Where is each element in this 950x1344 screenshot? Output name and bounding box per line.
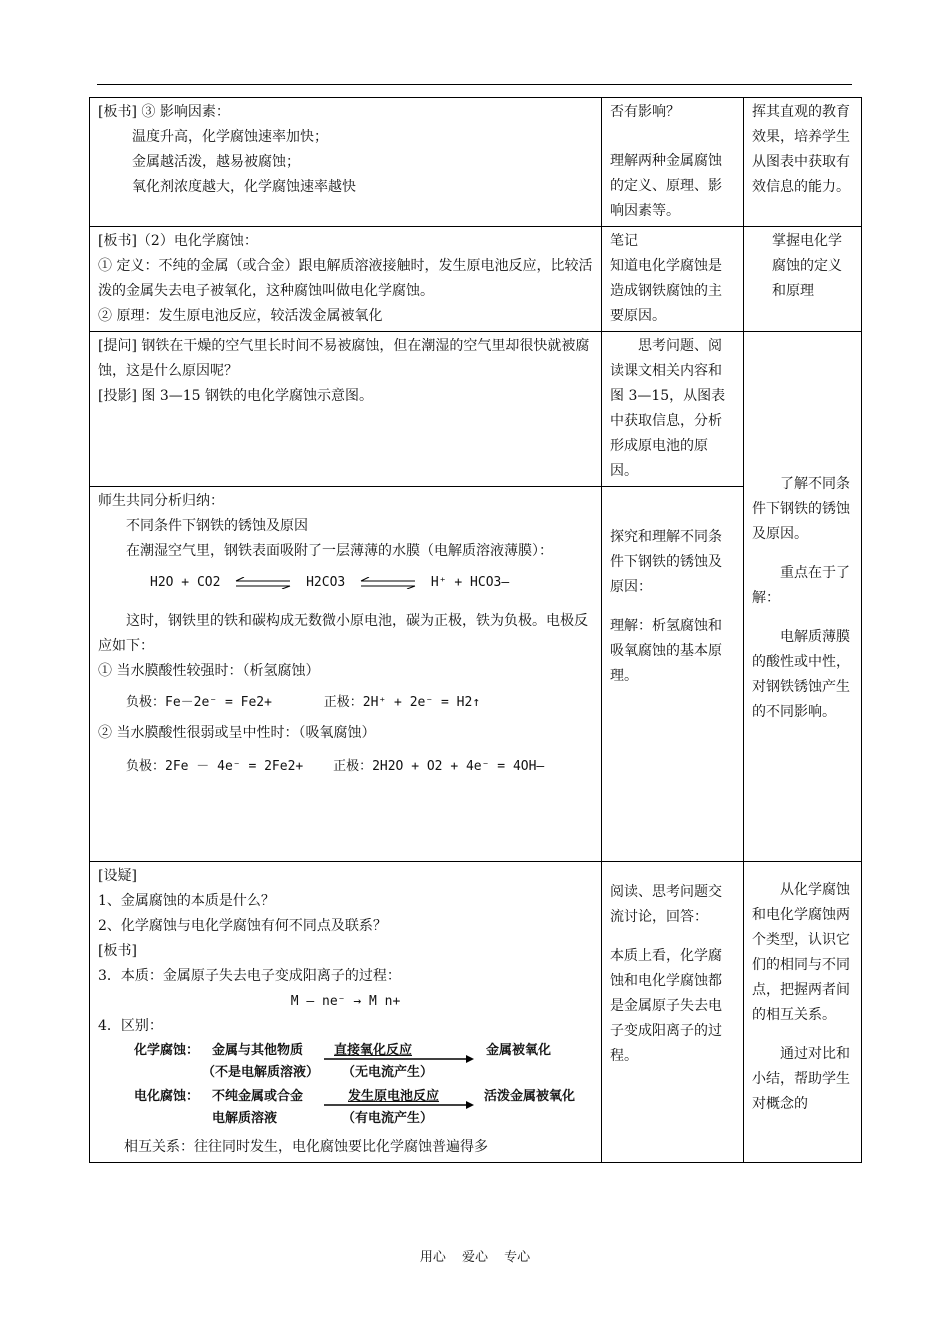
eq-positive-electrode: 正极：2H⁺ + 2e⁻ = H2↑ (323, 695, 481, 710)
intent-text: 掌握电化学腐蚀的定义和原理 (772, 233, 842, 299)
cell-teacher-activity (90, 227, 602, 332)
equation-carbonic-acid (98, 564, 593, 595)
definition-text: ① 定义：不纯的金属（或合金）跟电解质溶液接触时，发生原电池反应，比较活泼的金属失去电子被氧化，这种腐蚀叫做电化学腐蚀。 (98, 258, 593, 299)
cell-student-activity (602, 98, 744, 227)
intent-text: 通过对比和小结，帮助学生对概念的 (752, 1046, 850, 1112)
student-text: 思考问题、阅读课文相关内容和图 3—15，从图表中获取信息，分析形成原电池的原因。 (610, 338, 726, 479)
intent-text: 了解不同条件下钢铁的锈蚀及原因。 (752, 476, 850, 542)
eq-negative-electrode: 负极：2Fe － 4e⁻ = 2Fe2+ (126, 759, 304, 774)
analysis-heading: 师生共同分析归纳： (98, 493, 224, 509)
corrosion-comparison-diagram (98, 1039, 593, 1135)
cell-student-activity (602, 487, 744, 862)
row-comparison (90, 862, 862, 1163)
board-heading: [板书] ③ 影响因素： (98, 104, 230, 120)
chem-note-2: （无电流产生） (342, 1065, 434, 1080)
elec-condition: 发生原电池反应 (348, 1089, 440, 1104)
cell-design-intent (744, 98, 862, 227)
cell-design-intent (744, 227, 862, 332)
student-text: 理解：析氢腐蚀和吸氧腐蚀的基本原理。 (610, 618, 722, 684)
cell-teacher-activity (90, 487, 602, 862)
elec-note-2: （有电流产生） (342, 1111, 434, 1126)
equation-hydrogen-evolution (98, 684, 593, 721)
equation-oxygen-absorption (98, 746, 593, 779)
intent-text: 重点在于了解： (752, 565, 850, 606)
arrow-right-icon (324, 1101, 474, 1109)
intent-text: 挥其直观的教育效果，培养学生从图表中获取有效信息的能力。 (752, 104, 850, 195)
arrow-right-icon (324, 1055, 474, 1063)
student-text: 阅读、思考问题交流讨论，回答： (610, 884, 722, 925)
cell-student-activity (602, 862, 744, 1163)
elec-note-1: 电解质溶液 (212, 1111, 278, 1126)
question-text: [提问] 钢铁在干燥的空气里长时间不易被腐蚀，但在潮湿的空气里却很快就被腐蚀，这是什么原因呢？ (98, 338, 590, 379)
micro-cell-text: 这时，钢铁里的铁和碳构成无数微小原电池，碳为正极，铁为负极。电极反应如下： (98, 613, 588, 654)
essence-text: 3．本质：金属原子失去电子变成阳离子的过程： (98, 968, 401, 984)
student-text: 本质上看，化学腐蚀和电化学腐蚀都是金属原子失去电子变成阳离子的过程。 (610, 948, 722, 1064)
board-heading: [板书]（2）电化学腐蚀： (98, 233, 258, 249)
cell-teacher-activity (90, 862, 602, 1163)
factor-temperature: 温度升高，化学腐蚀速率加快； (132, 129, 328, 145)
eq-negative-electrode: 负极：Fe－2e⁻ = Fe2+ (126, 695, 272, 710)
cell-teacher-activity (90, 98, 602, 227)
principle-text: ② 原理：发生原电池反应，较活泼金属被氧化 (98, 308, 383, 324)
intent-text: 从化学腐蚀和电化学腐蚀两个类型，认识它们的相同与不同点，把握两者间的相互关系。 (752, 882, 850, 1023)
chem-result: 金属被氧化 (486, 1043, 552, 1058)
eq-reactants: H2O + CO2 (150, 575, 221, 590)
board-heading: [板书] (98, 943, 137, 959)
cell-design-intent (744, 332, 862, 862)
chem-condition: 直接氧化反应 (334, 1043, 413, 1058)
chem-reactants: 金属与其他物质 (212, 1043, 304, 1058)
row-influencing-factors (90, 98, 862, 227)
cell-student-activity (602, 227, 744, 332)
case-oxygen-absorption: ② 当水膜酸性很弱或呈中性时：（吸氧腐蚀） (98, 725, 376, 741)
student-text: 探究和理解不同条件下钢铁的锈蚀及原因： (610, 529, 722, 595)
chem-note-1: （不是电解质溶液） (202, 1065, 320, 1080)
cell-design-intent (744, 862, 862, 1163)
intent-text: 电解质薄膜的酸性或中性，对钢铁锈蚀产生的不同影响。 (752, 629, 850, 720)
chem-label: 化学腐蚀： (134, 1043, 200, 1058)
projection-text: [投影] 图 3—15 钢铁的电化学腐蚀示意图。 (98, 388, 373, 404)
difference-heading: 4．区别： (98, 1018, 163, 1034)
elec-label: 电化腐蚀： (134, 1089, 200, 1104)
question-1: 1、金属腐蚀的本质是什么？ (98, 893, 275, 909)
elec-reactants: 不纯金属或合金 (212, 1089, 304, 1104)
page-footer: 用心 爱心 专心 (419, 1250, 531, 1265)
analysis-subheading: 不同条件下钢铁的锈蚀及原因 (126, 518, 308, 534)
row-electrochemical-corrosion (90, 227, 862, 332)
equilibrium-arrow-icon (359, 577, 417, 589)
equilibrium-arrow-icon (234, 577, 292, 589)
student-text: 笔记 (610, 233, 638, 249)
student-text: 理解两种金属腐蚀的定义、原理、影响因素等。 (610, 153, 722, 219)
eq-positive-electrode: 正极：2H2O + O2 + 4e⁻ = 4OH— (333, 759, 545, 774)
eq-products: H⁺ + HCO3— (430, 575, 510, 590)
factor-oxidant: 氧化剂浓度越大，化学腐蚀速率越快 (132, 179, 356, 195)
essence-equation: M — ne⁻ → M n+ (290, 994, 401, 1009)
factor-activity: 金属越活泼，越易被腐蚀； (132, 154, 300, 170)
elec-result: 活泼金属被氧化 (484, 1089, 576, 1104)
lesson-plan-table (89, 97, 862, 1163)
student-text: 知道电化学腐蚀是造成钢铁腐蚀的主要原因。 (610, 258, 722, 324)
cell-student-activity (602, 332, 744, 487)
water-film-text: 在潮湿空气里，钢铁表面吸附了一层薄薄的水膜（电解质溶液薄膜）： (126, 543, 553, 559)
student-text: 否有影响？ (610, 104, 680, 120)
doubt-heading: [设疑] (98, 868, 137, 884)
row-question (90, 332, 862, 487)
header-rule (97, 84, 852, 85)
eq-intermediate: H2CO3 (306, 575, 346, 590)
relation-text: 相互关系：往往同时发生，电化腐蚀要比化学腐蚀普遍得多 (124, 1139, 488, 1155)
cell-teacher-activity (90, 332, 602, 487)
question-2: 2、化学腐蚀与电化学腐蚀有何不同点及联系？ (98, 918, 387, 934)
case-hydrogen-evolution: ① 当水膜酸性较强时：（析氢腐蚀） (98, 663, 320, 679)
